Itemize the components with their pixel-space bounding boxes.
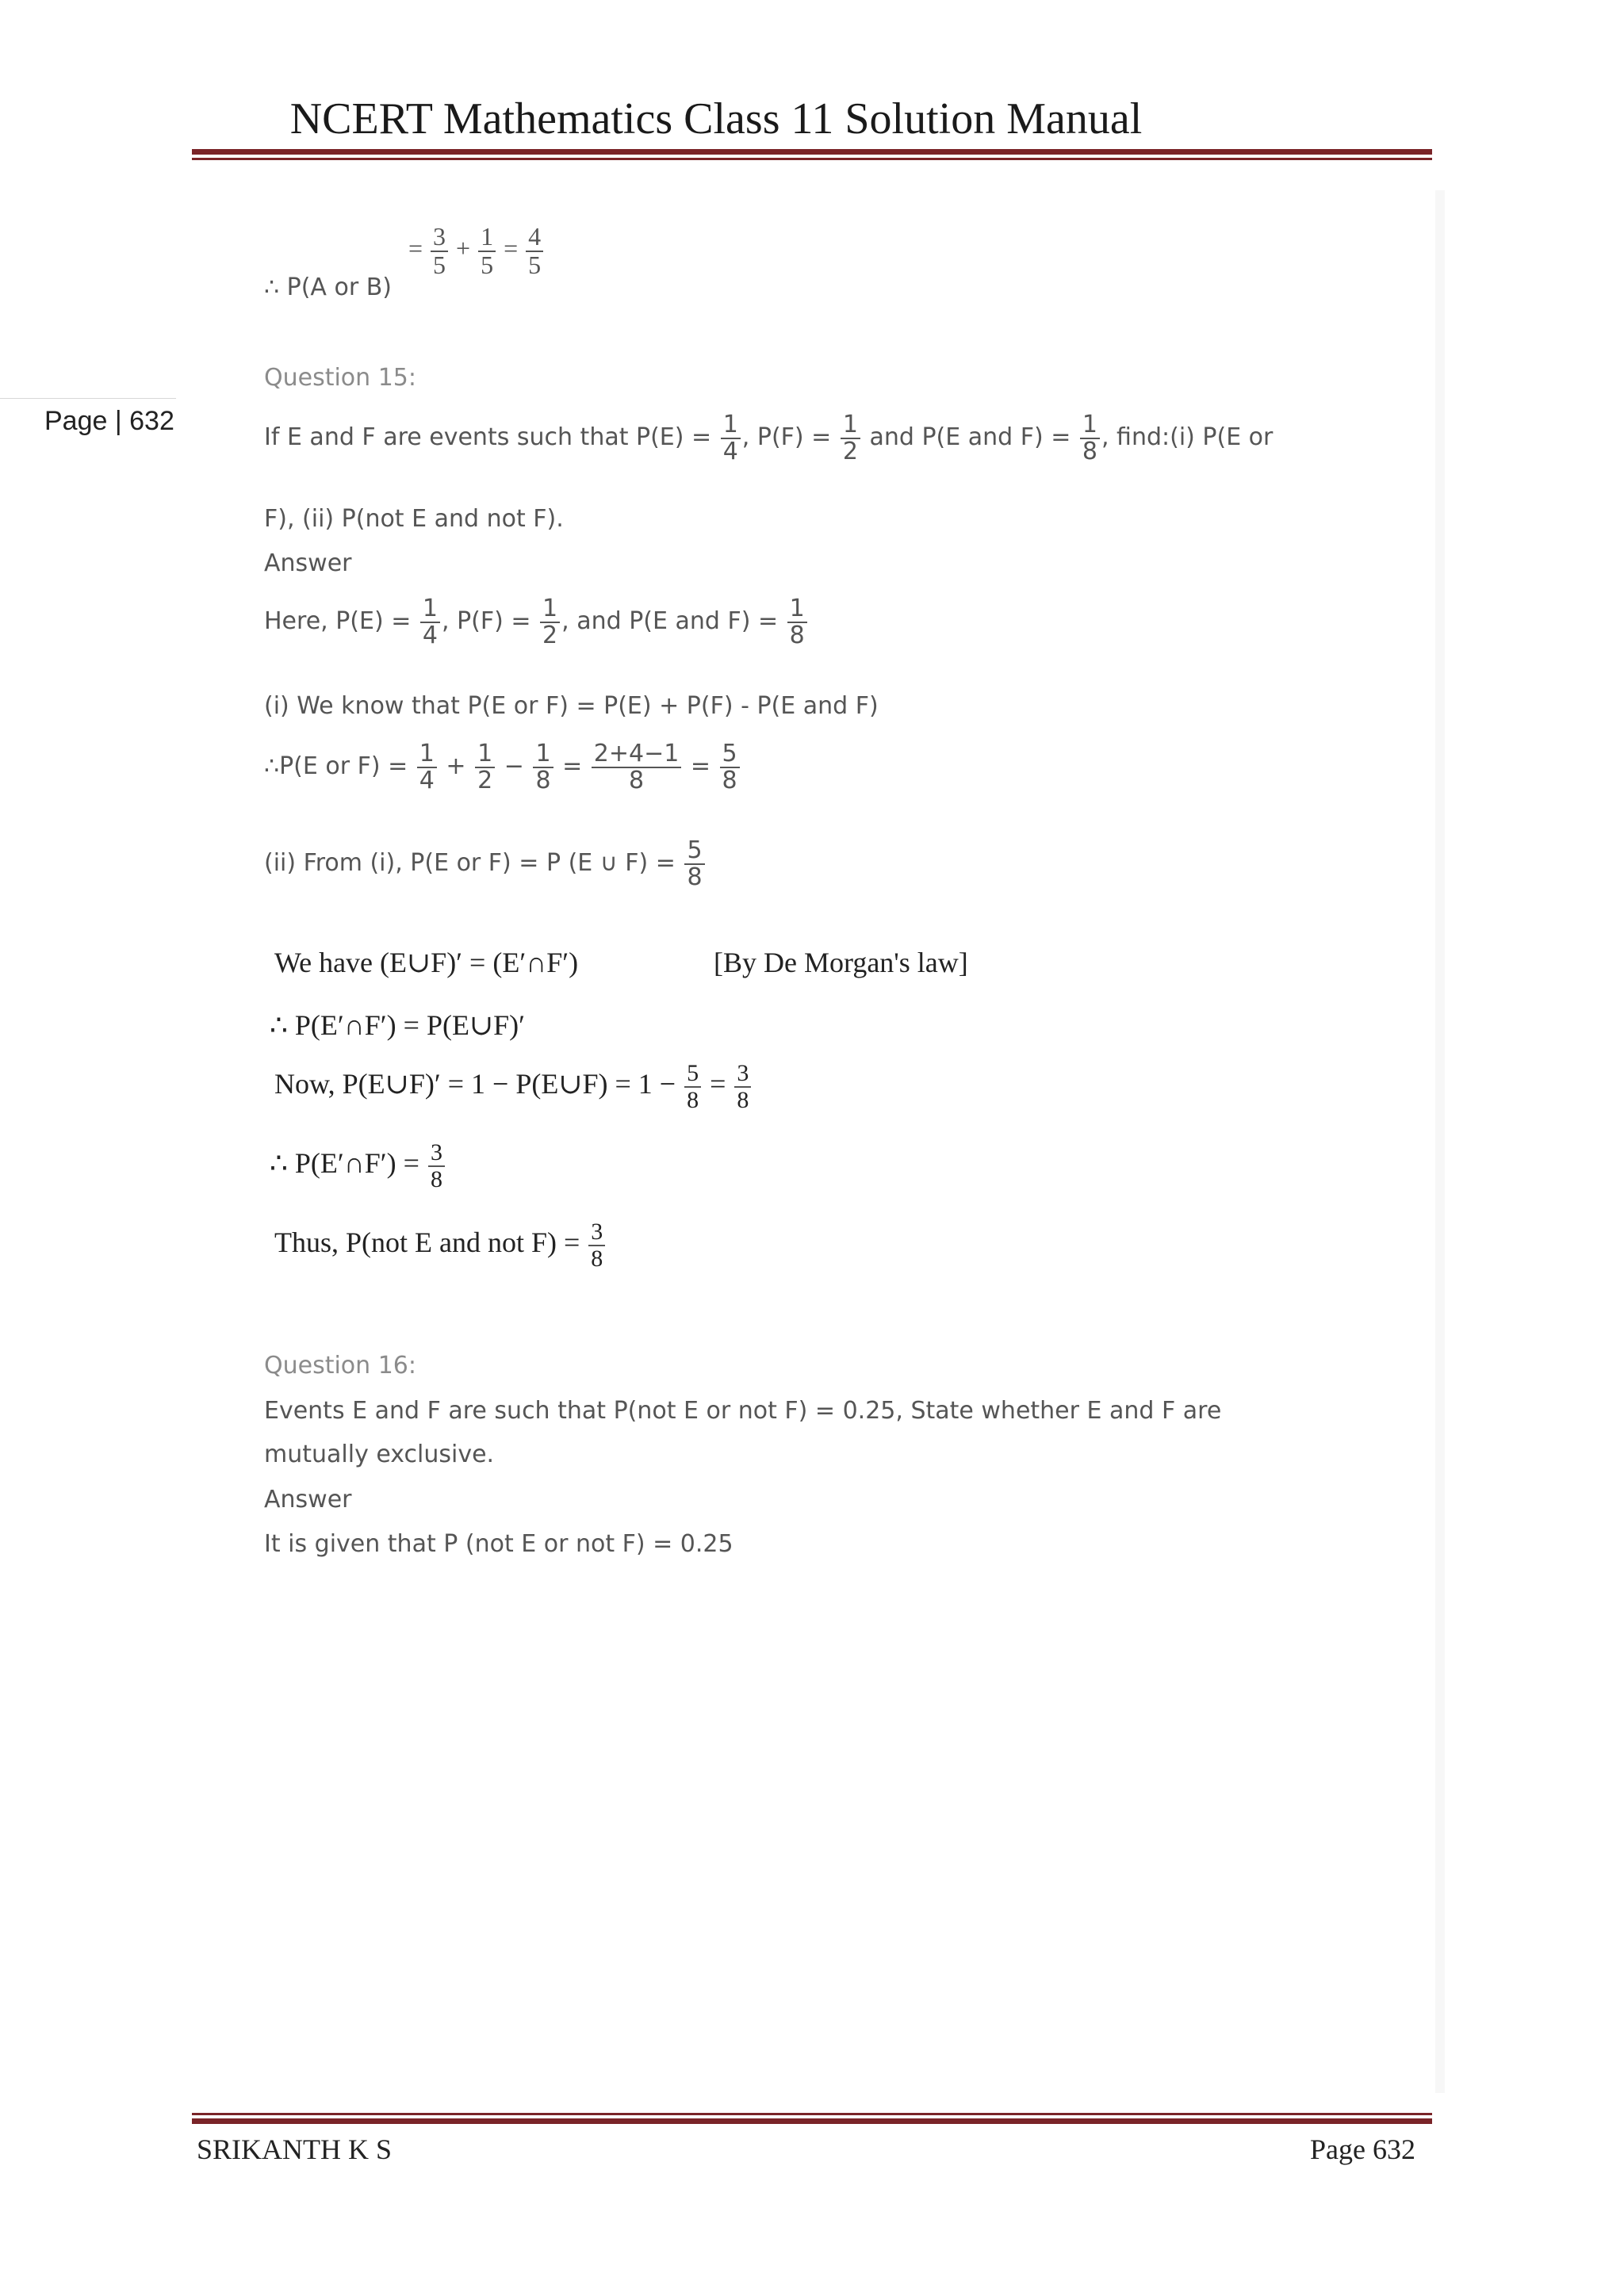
- q15-given-values: Here, P(E) = $\frac{1}{4}$ , P(F) = $\frac{1}{2}$ , and P(E and F) = $\frac{1}{8}$: [264, 596, 809, 648]
- q15-we-have: We have (E∪F)′ = (E′∩F′): [274, 947, 579, 978]
- q15-therefore-1: ∴ P(E′∩F′) = P(E∪F)′: [270, 1009, 526, 1041]
- footer-rule-thin: [192, 2113, 1432, 2115]
- q15-de-morgan: [By De Morgan's law]: [714, 947, 968, 978]
- q15-statement-line1: If E and F are events such that P(E) = $\frac{1}{4}$ , P(F) = $\frac{1}{2}$ and P(E and F) = $\frac{1}{8}$ , find:(i) P(E or: [264, 411, 1274, 465]
- q15-from-i: (ii) From (i), P(E or F) = P (E ∪ F) = $\frac{5}{8}$: [264, 838, 707, 890]
- side-tab-divider: [0, 398, 176, 399]
- side-page-label: Page | 632: [44, 406, 174, 436]
- q16-answer-label: Answer: [264, 1486, 352, 1513]
- pab-equation: = $\frac{3}{5}$ + $\frac{1}{5}$ = $\frac{4}{5}$: [408, 224, 545, 278]
- q15-statement-line2: F), (ii) P(not E and not F).: [264, 505, 564, 533]
- question-16-heading: Question 16:: [264, 1352, 416, 1380]
- footer-page-number: Page 632: [1310, 2133, 1415, 2165]
- footer-rule: [192, 2118, 1432, 2124]
- q15-therefore-2: ∴ P(E′∩F′) = $\frac{3}{8}$: [270, 1140, 446, 1192]
- pab-lhs: ∴ P(A or B): [264, 274, 392, 301]
- q16-given: It is given that P (not E or not F) = 0.25: [264, 1530, 733, 1558]
- q15-answer-label: Answer: [264, 549, 352, 577]
- page-title: NCERT Mathematics Class 11 Solution Manual: [289, 94, 1143, 144]
- q15-addition-rule: (i) We know that P(E or F) = P(E) + P(F) - P(E and F): [264, 692, 879, 720]
- q15-now: Now, P(E∪F)′ = 1 − P(E∪F) = 1 − $\frac{5}{8}$ = $\frac{3}{8}$: [274, 1061, 753, 1112]
- scan-edge: [1435, 190, 1445, 2093]
- header-rule: [192, 149, 1432, 155]
- header-rule-thin: [192, 158, 1432, 160]
- q15-thus: Thus, P(not E and not F) = $\frac{3}{8}$: [274, 1219, 607, 1271]
- footer-author: SRIKANTH K S: [197, 2133, 393, 2165]
- question-15-heading: Question 15:: [264, 364, 416, 392]
- q16-statement-line2: mutually exclusive.: [264, 1441, 495, 1468]
- q15-p-e-or-f: ∴P(E or F) = $\frac{1}{4}$ + $\frac{1}{2}$ − $\frac{1}{8}$ = $\frac{2+4-1}{8}$ = $\frac{5}{8}$: [264, 741, 741, 793]
- q16-statement-line1: Events E and F are such that P(not E or not F) = 0.25, State whether E and F are: [264, 1397, 1222, 1425]
